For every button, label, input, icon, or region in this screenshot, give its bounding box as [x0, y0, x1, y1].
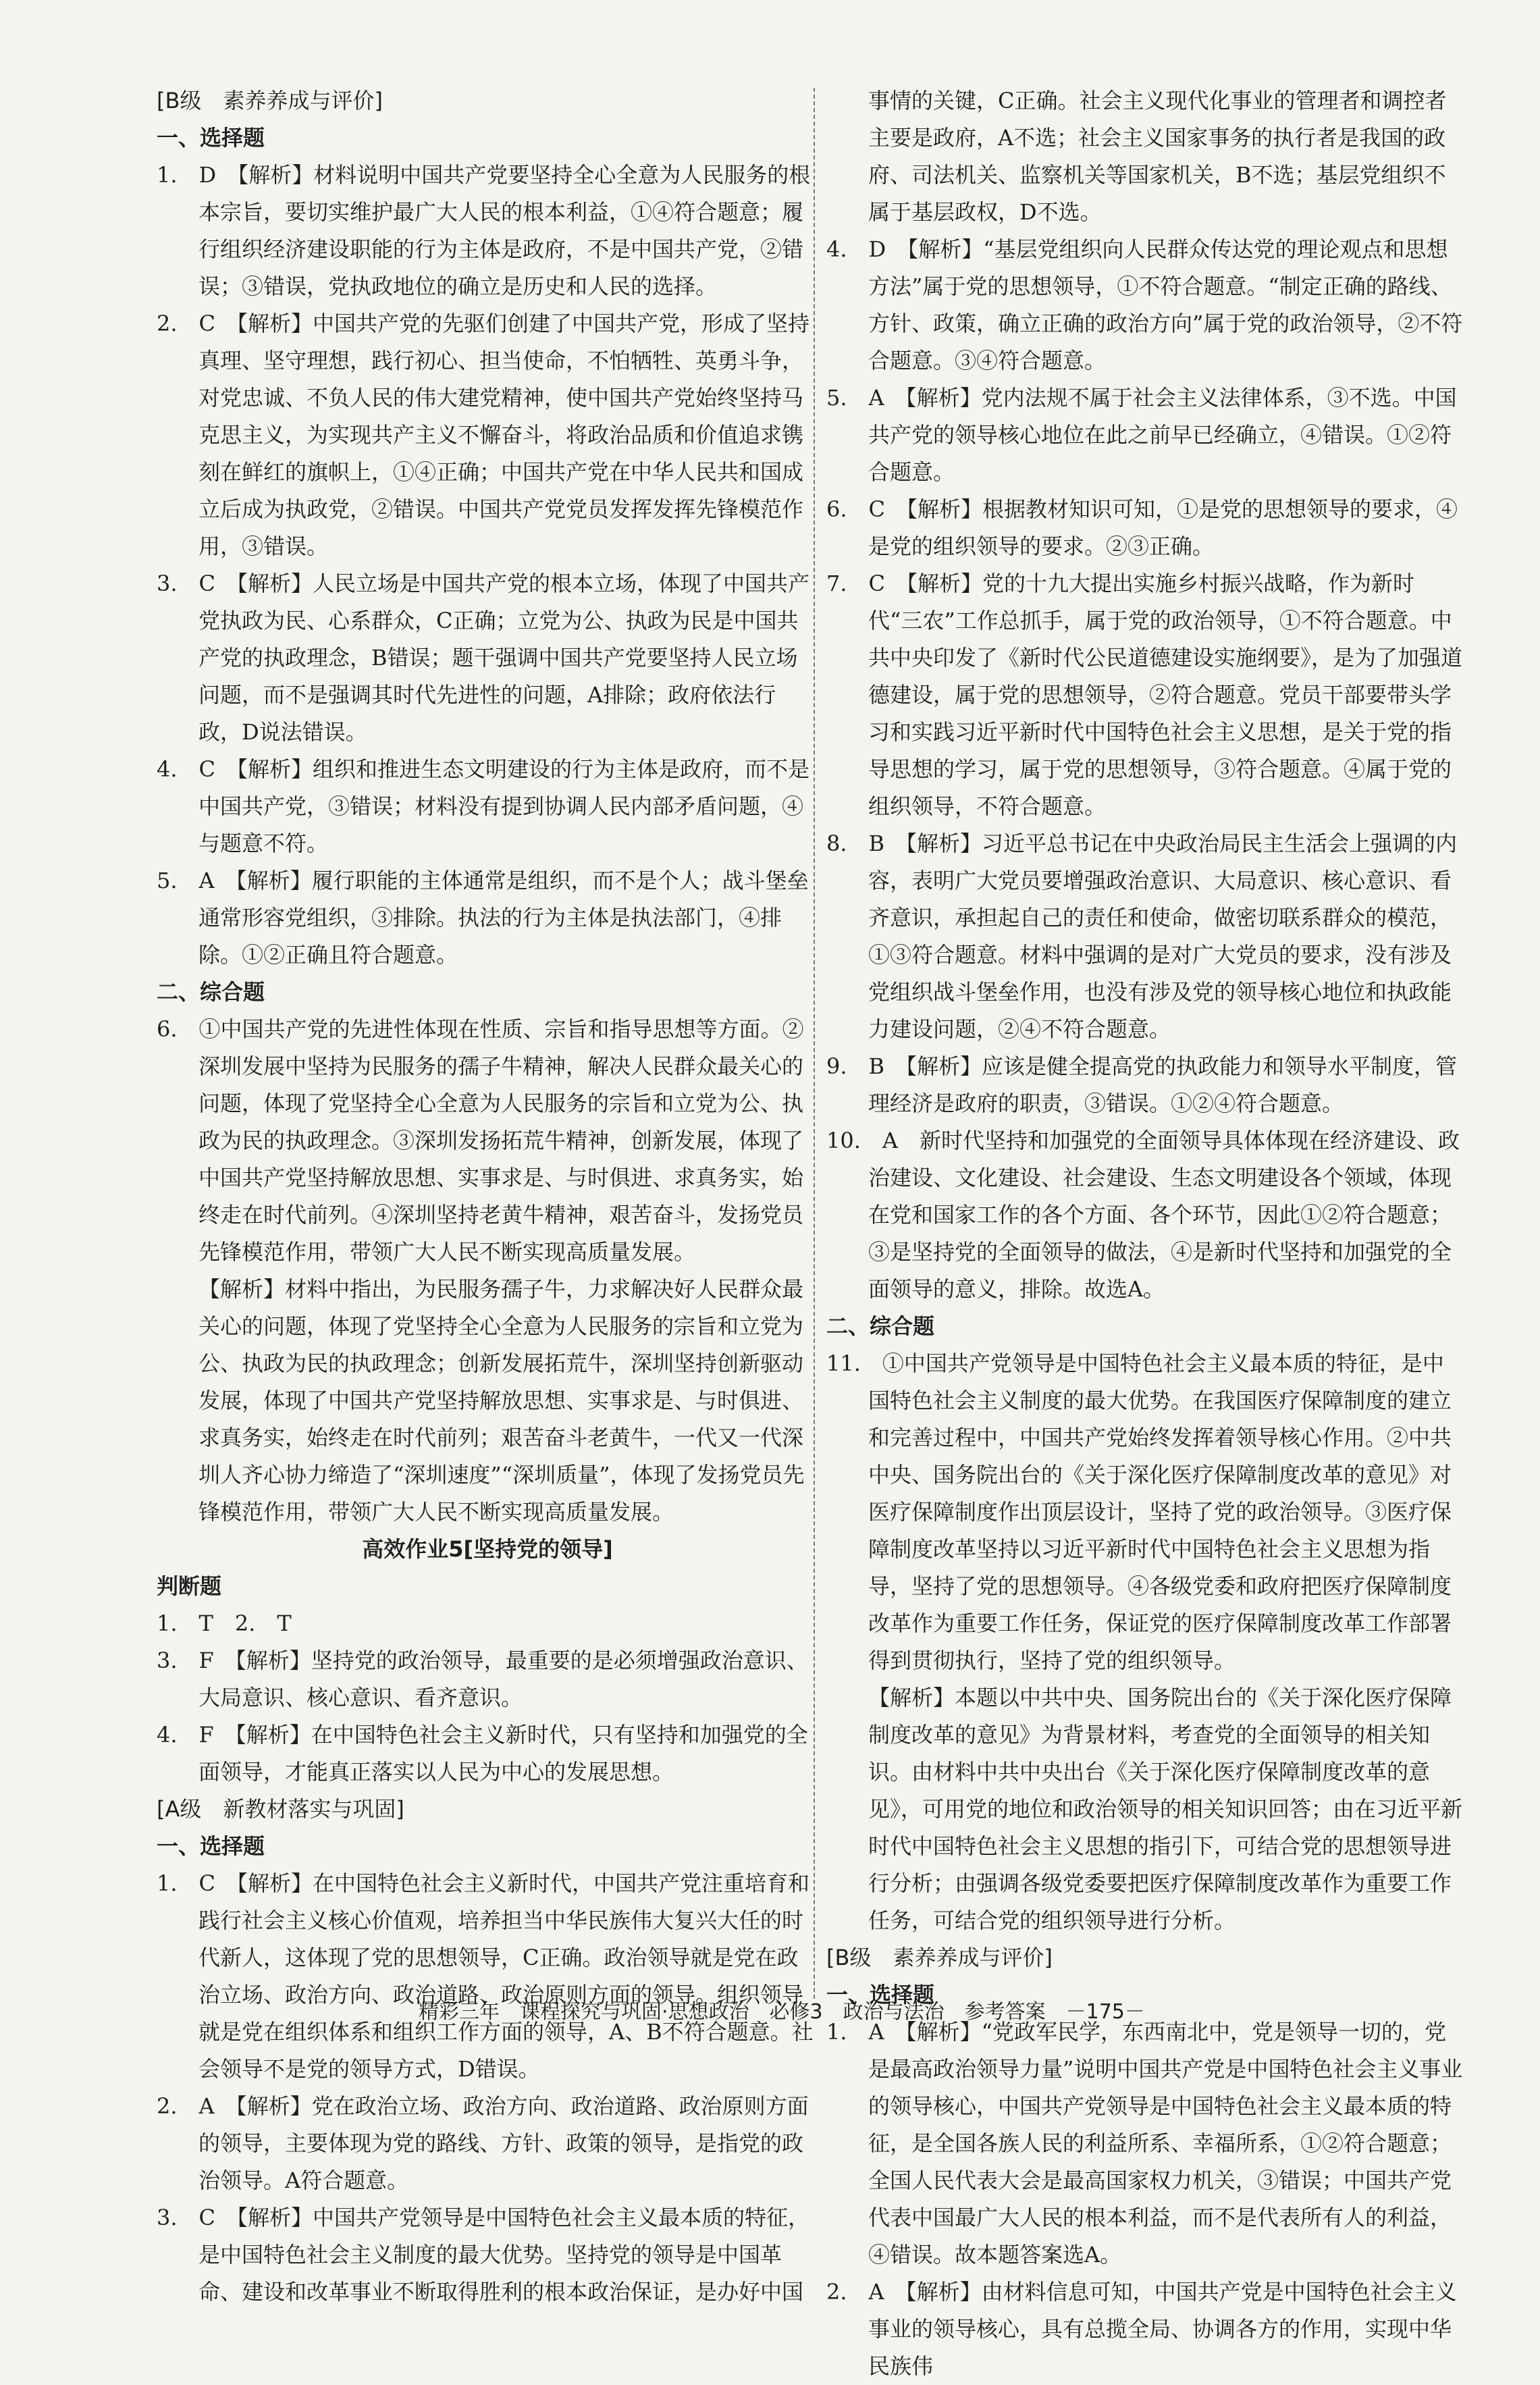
answer-item: 1. T 2. T — [157, 1610, 292, 1636]
answer-item: 3. C 【解析】人民立场是中国共产党的根本立场，体现了中国共产党执政为民、心系群众，C正确；立党为公、执政为民是中国共产党的执政理念，B错误；题干强调中国共产党要坚持人民立场问题，而不是强调其时代先进性的问题，A排除；政府依法行政，D说法错误。 — [157, 571, 810, 745]
answer-item: 5. A 【解析】党内法规不属于社会主义法律体系，③不选。中国共产党的领导核心地位在此之前早已经确立，④错误。①②符合题意。 — [826, 385, 1457, 485]
answer-item: 9. B 【解析】应该是健全提高党的执政能力和领导水平制度，管理经济是政府的职责，③错误。①②④符合题意。 — [826, 1053, 1458, 1116]
answer-item: 3. C 【解析】中国共产党领导是中国特色社会主义最本质的特征，是中国特色社会主义制度的最大优势。坚持党的领导是中国革命、建设和改革事业不断取得胜利的根本政治保证，是办好中国 — [157, 2205, 810, 2305]
answer-item: 1. C 【解析】在中国特色社会主义新时代，中国共产党注重培育和践行社会主义核心价值观，培养担当中华民族伟大复兴大任的时代新人，这体现了党的思想领导，C正确。政治领导就是党在政治立场、政治方向、政治道路、政治原则方面的领导。组织领导就是党在组织体系和组织工作方面的领导，A、B不符合题意。社会领导不是党的领导方式，D错误。 — [157, 1870, 814, 2082]
left-column — [157, 82, 818, 2311]
level-heading: [B级 素养养成与评价] — [826, 1945, 1053, 1970]
answer-item: 4. F 【解析】在中国特色社会主义新时代，只有坚持和加强党的全面领导，才能真正落实以人民为中心的发展思想。 — [157, 1722, 808, 1785]
section-heading: 二、综合题 — [157, 979, 265, 1005]
analysis-paragraph: 【解析】材料中指出，为民服务孺子牛，力求解决好人民群众最关心的问题，体现了党坚持全心全意为人民服务的宗旨和立党为公、执政为民的执政理念；创新发展拓荒牛，深圳坚持创新驱动发展，体现了中国共产党坚持解放思想、实事求是、与时俱进、求真务实，始终走在时代前列；艰苦奋斗老黄牛，一代又一代深圳人齐心协力缔造了“深圳速度”“深圳质量”，体现了发扬党员先锋模范作用，带领广大人民不断实现高质量发展。 — [198, 1276, 805, 1525]
section-heading: 一、选择题 — [157, 125, 265, 151]
analysis-paragraph: 事情的关键，C正确。社会主义现代化事业的管理者和调控者主要是政府，A不选；社会主义国家事务的执行者是我国的政府、司法机关、监察机关等国家机关，B不选；基层党组织不属于基层政权，D不选。 — [868, 88, 1447, 225]
answer-item: 1. A 【解析】“党政军民学，东西南北中，党是领导一切的，党是最高政治领导力量”说明中国共产党是中国特色社会主义事业的领导核心，中国共产党领导是中国特色社会主义最本质的特征，是全国各族人民的利益所系、幸福所系，①②符合题意；全国人民代表大会是最高国家权力机关，③错误；中国共产党代表中国最广大人民的根本利益，而不是代表所有人的利益，④错误。故本题答案选A。 — [826, 2019, 1463, 2268]
page-footer: 精彩三年 课程探究与巩固·思想政治 必修3 政治与法治 参考答案 －175－ — [419, 2000, 1145, 2024]
column-divider — [814, 88, 815, 1999]
answer-item: 11. ①中国共产党领导是中国特色社会主义最本质的特征，是中国特色社会主义制度的最大优势。在我国医疗保障制度的建立和完善过程中，中国共产党始终发挥着领导核心作用。②中共中央、国务院出台的《关于深化医疗保障制度改革的意见》对医疗保障制度作出顶层设计，坚持了党的政治领导。③医疗保障制度改革坚持以习近平新时代中国特色社会主义思想为指导，坚持了党的思想领导。④各级党委和政府把医疗保障制度改革作为重要工作任务，保证党的医疗保障制度改革工作部署得到贯彻执行，坚持了党的组织领导。 — [826, 1351, 1452, 1673]
section-heading: 一、选择题 — [826, 1982, 935, 2008]
answer-item: 5. A 【解析】履行职能的主体通常是组织，而不是个人；战斗堡垒通常形容党组织，③排除。执法的行为主体是执法部门，④排除。①②正确且符合题意。 — [157, 868, 809, 968]
answer-item: 4. D 【解析】“基层党组织向人民群众传达党的理论观点和思想方法”属于党的思想领导，①不符合题意。“制定正确的路线、方针、政策，确立正确的政治方向”属于党的政治领导，②不符合题意。③④符合题意。 — [826, 236, 1463, 373]
answer-item: 6. C 【解析】根据教材知识可知，①是党的思想领导的要求，④是党的组织领导的要求。②③正确。 — [826, 496, 1458, 559]
answer-item: 2. A 【解析】由材料信息可知，中国共产党是中国特色社会主义事业的领导核心，具有总揽全局、协调各方的作用，实现中华民族伟 — [826, 2279, 1457, 2379]
answer-item: 2. A 【解析】党在政治立场、政治方向、政治道路、政治原则方面的领导，主要体现为党的路线、方针、政策的领导，是指党的政治领导。A符合题意。 — [157, 2093, 809, 2193]
right-column — [826, 82, 1463, 2385]
level-heading: [A级 新教材落实与巩固] — [157, 1796, 404, 1822]
answer-item: 6. ①中国共产党的先进性体现在性质、宗旨和指导思想等方面。②深圳发展中坚持为民服务的孺子牛精神，解决人民群众最关心的问题，体现了党坚持全心全意为人民服务的宗旨和立党为公、执政为民的执政理念。③深圳发扬拓荒牛精神，创新发展，体现了中国共产党坚持解放思想、实事求是、与时俱进、求真务实，始终走在时代前列。④深圳坚持老黄牛精神，艰苦奋斗，发扬党员先锋模范作用，带领广大人民不断实现高质量发展。 — [157, 1016, 804, 1265]
answer-item: 2. C 【解析】中国共产党的先驱们创建了中国共产党，形成了坚持真理、坚守理想，践行初心、担当使命，不怕牺牲、英勇斗争，对党忠诚、不负人民的伟大建党精神，使中国共产党始终坚持马克思主义，为实现共产主义不懈奋斗，将政治品质和价值追求镌刻在鲜红的旗帜上，①④正确；中国共产党在中华人民共和国成立后成为执政党，②错误。中国共产党党员发挥发挥先锋模范作用，③错误。 — [157, 311, 810, 559]
answer-item: 1. D 【解析】材料说明中国共产党要坚持全心全意为人民服务的根本宗旨，要切实维护最广大人民的根本利益，①④符合题意；履行组织经济建设职能的行为主体是政府，不是中国共产党，②错误；③错误，党执政地位的确立是历史和人民的选择。 — [157, 162, 811, 299]
section-heading: 判断题 — [157, 1573, 222, 1599]
level-heading: [B级 素养养成与评价] — [157, 88, 383, 113]
answer-item: 7. C 【解析】党的十九大提出实施乡村振兴战略，作为新时代“三农”工作总抓手，属于党的政治领导，①不符合题意。中共中央印发了《新时代公民道德建设实施纲要》，是为了加强道德建设，属于党的思想领导，②符合题意。党员干部要带头学习和实践习近平新时代中国特色社会主义思想，是关于党的指导思想的学习，属于党的思想领导，③符合题意。④属于党的组织领导，不符合题意。 — [826, 571, 1463, 819]
answer-item: 4. C 【解析】组织和推进生态文明建设的行为主体是政府，而不是中国共产党，③错误；材料没有提到协调人民内部矛盾问题，④与题意不符。 — [157, 756, 810, 856]
section-heading: 一、选择题 — [157, 1833, 265, 1859]
answer-item: 10. A 新时代坚持和加强党的全面领导具体体现在经济建设、政治建设、文化建设、社会建设、生态文明建设各个领域，体现在党和国家工作的各个方面、各个环节，因此①②符合题意；③是坚持党的全面领导的做法，④是新时代坚持和加强党的全面领导的意义，排除。故选A。 — [826, 1128, 1460, 1302]
chapter-title: 高效作业5[坚持党的领导] — [362, 1536, 613, 1562]
section-heading: 二、综合题 — [826, 1313, 935, 1339]
analysis-paragraph: 【解析】本题以中共中央、国务院出台的《关于深化医疗保障制度改革的意见》为背景材料，考查党的全面领导的相关知识。由材料中共中央出台《关于深化医疗保障制度改革的意见》，可用党的地位和政治领导的相关知识回答；由在习近平新时代中国特色社会主义思想的指引下，可结合党的思想领导进行分析；由强调各级党委要把医疗保障制度改革作为重要工作任务，可结合党的组织领导进行分析。 — [868, 1685, 1463, 1933]
answer-item: 8. B 【解析】习近平总书记在中央政治局民主生活会上强调的内容，表明广大党员要增强政治意识、大局意识、核心意识、看齐意识，承担起自己的责任和使命，做密切联系群众的模范，①③符合题意。材料中强调的是对广大党员的要求，没有涉及党组织战斗堡垒作用，也没有涉及党的领导核心地位和执政能力建设问题，②④不符合题意。 — [826, 831, 1458, 1042]
answer-item: 3. F 【解析】坚持党的政治领导，最重要的是必须增强政治意识、大局意识、核心意识、看齐意识。 — [157, 1648, 808, 1710]
